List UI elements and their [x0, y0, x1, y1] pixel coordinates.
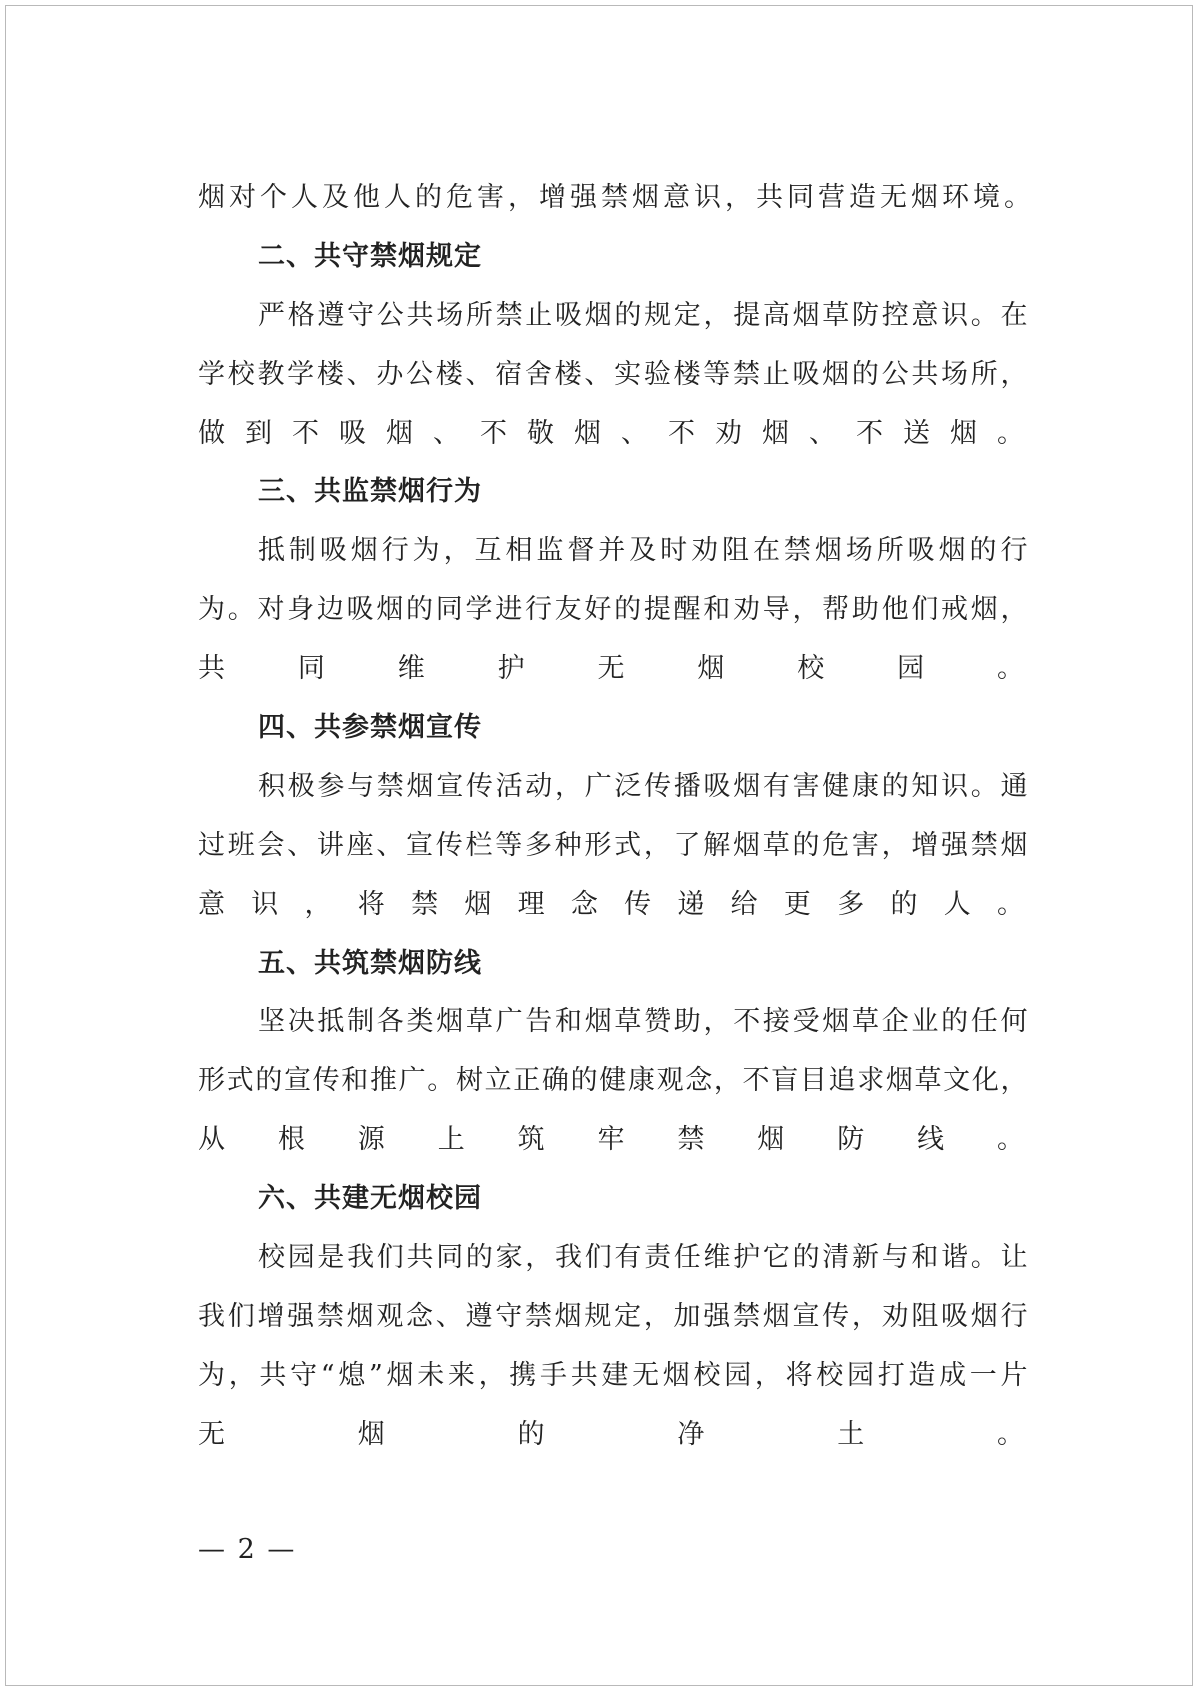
paragraph-line: 为。对身边吸烟的同学进行友好的提醒和劝导，帮助他们戒烟， [198, 594, 1028, 626]
paragraph-line: 形式的宣传和推广。树立正确的健康观念，不盲目追求烟草文化， [198, 1065, 1028, 1097]
paragraph-line: 我们增强禁烟观念、遵守禁烟规定，加强禁烟宣传，劝阻吸烟行 [198, 1300, 1028, 1332]
section-heading: 四、共参禁烟宣传 [258, 712, 482, 744]
paragraph-line: 为，共守“熄”烟未来，携手共建无烟校园，将校园打造成一片 [198, 1359, 1028, 1391]
paragraph-line: 校园是我们共同的家，我们有责任维护它的清新与和谐。让 [258, 1242, 1028, 1274]
paragraph-line: 意识，将禁烟理念传递给更多的人。 [198, 888, 1028, 920]
paragraph-line: 严格遵守公共场所禁止吸烟的规定，提高烟草防控意识。在 [258, 299, 1028, 331]
page-number: — 2 — [198, 1534, 297, 1565]
paragraph-line: 过班会、讲座、宣传栏等多种形式，了解烟草的危害，增强禁烟 [198, 829, 1028, 861]
paragraph-line: 抵制吸烟行为，互相监督并及时劝阻在禁烟场所吸烟的行 [258, 535, 1028, 567]
section-heading: 三、共监禁烟行为 [258, 476, 482, 508]
document-body [198, 169, 1035, 1465]
paragraph-line: 坚决抵制各类烟草广告和烟草赞助，不接受烟草企业的任何 [258, 1006, 1028, 1038]
paragraph-line: 共同维护无烟校园。 [198, 653, 1028, 685]
section-heading: 二、共守禁烟规定 [258, 240, 482, 272]
section-heading: 六、共建无烟校园 [258, 1183, 482, 1215]
document-page [5, 5, 1193, 1686]
paragraph-line: 积极参与禁烟宣传活动，广泛传播吸烟有害健康的知识。通 [258, 770, 1028, 802]
paragraph-line: 无烟的净土。 [198, 1418, 1028, 1450]
paragraph-line: 做到不吸烟、不敬烟、不劝烟、不送烟。 [198, 417, 1028, 449]
paragraph-line: 从根源上筑牢禁烟防线。 [198, 1124, 1028, 1156]
section-heading: 五、共筑禁烟防线 [258, 947, 482, 979]
paragraph-line: 烟对个人及他人的危害，增强禁烟意识，共同营造无烟环境。 [198, 182, 1035, 213]
paragraph-line: 学校教学楼、办公楼、宿舍楼、实验楼等禁止吸烟的公共场所， [198, 358, 1028, 390]
